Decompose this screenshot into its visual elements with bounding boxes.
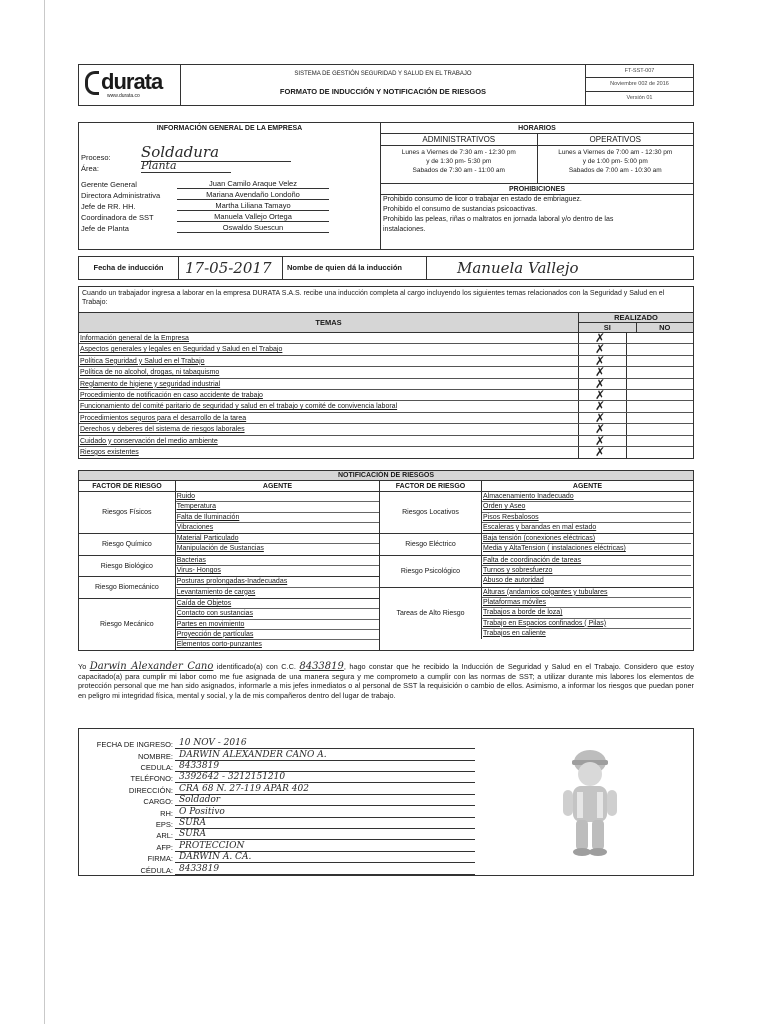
topic-label: Riesgos existentes [79,447,579,458]
induction-date-value: 17-05-2017 [179,257,283,279]
topic-no-cell[interactable] [627,413,693,423]
risk-group [79,556,379,578]
personal-value[interactable]: DARWIN A. CA. [175,852,475,863]
risk-agent: Plataformas móviles [482,598,691,608]
topic-no-cell[interactable] [627,367,693,377]
risk-group [79,534,379,556]
factor-header-left: FACTOR DE RIESGO [79,481,176,491]
staff-label: Gerente General [81,180,137,189]
risk-agent: Pisos Resbalosos [482,513,691,523]
topic-no-cell[interactable] [627,447,693,458]
topics-header: TEMAS [79,313,579,332]
risk-group [380,534,693,556]
personal-value[interactable]: DARWIN ALEXANDER CANO A. [175,750,475,761]
proceso-value: Soldadura [141,143,291,162]
proceso-label: Proceso: [81,153,111,162]
topic-no-cell[interactable] [627,333,693,343]
risk-group [380,556,693,588]
risk-group [79,577,379,599]
personal-row [79,863,475,874]
agent-header-left: AGENTE [176,481,380,491]
schedule-oper-label: OPERATIVOS [589,135,641,144]
declaration-text: , hago constar que he recibido la Inducción de Seguridad y Salud en el Trabajo. Considero que estoy capacitado(a) para cumplir mi labor como me fue asignada de una manera segura y me comprometo a cumplir con las normas de SST; a utilizar durante mis labores los elementos de protección personal que me han sido asignados, informarle a mis jefes inmediatos o al personal de SST la requisición o cambio de ellos. Asimismo, a informar los riesgos que puedan poner en peligro mi integridad física, mental y social, y la de mis compañeros dentro del lugar de trabajo. [78,662,694,700]
staff-value: Martha Liliana Tamayo [177,201,329,211]
staff-row [81,201,329,211]
risk-factor: Tareas de Alto Riesgo [380,588,482,639]
risk-agent: Levantamiento de cargas [176,588,256,596]
risk-factor: Riesgo Biomecánico [79,577,176,598]
logo-text: durata [101,69,163,94]
intro-text: Cuando un trabajador ingresa a laborar en la empresa DURATA S.A.S. recibe una inducción completa al cargo incluyendo los siguientes temas relacionados con la Seguridad y Salud en el Trabajo: [78,286,694,312]
logo-url: www.durata.co [107,93,140,99]
risk-agent: Almacenamiento Inadecuado [482,492,691,502]
personal-row [79,829,475,840]
topic-label: Cuidado y conservación del medio ambiente [79,436,579,446]
induction-date-label: Fecha de inducción [79,257,179,279]
logo-bracket-icon [85,71,99,95]
personal-label: NOMBRE: [137,751,173,761]
risk-agent: Virus- Hongos [176,567,221,575]
staff-row [81,190,329,200]
check-x-icon: ✗ [595,365,606,380]
personal-value[interactable]: O Positivo [175,807,475,818]
risk-agent: Baja tensión (conexiones eléctricas) [482,534,691,544]
risk-agent: Abuso de autoridad [483,577,544,585]
risk-group [380,588,693,639]
personal-row [79,852,475,863]
risks-title: NOTIFICACIÓN DE RIESGOS [79,471,693,481]
personal-label: CARGO: [143,797,173,807]
company-info-title: INFORMACIÓN GENERAL DE LA EMPRESA [156,125,303,132]
staff-value: Juan Camilo Araque Velez [177,179,329,189]
system-title: SISTEMA DE GESTIÓN SEGURIDAD Y SALUD EN EL TRABAJO [294,71,472,77]
topic-label: Aspectos generales y legales en Seguridad y Salud en el Trabajo [79,344,579,354]
topic-no-cell[interactable] [627,401,693,411]
induction-by-label: Nombe de quien dá la inducción [283,257,427,279]
risks-table [78,470,694,651]
prohibition-item: instalaciones. [383,226,426,233]
doc-date: Noviembre 002 de 2016 [586,78,693,91]
declaration [78,662,694,700]
risk-agent: Contacto con sustancias [176,609,379,619]
personal-label: FECHA DE INGRESO: [96,740,173,750]
personal-value[interactable]: 8433819 [175,761,475,772]
personal-row [79,795,475,806]
check-x-icon: ✗ [595,331,606,345]
risk-agent: Escaleras y barandas en mal estado [483,523,597,531]
risk-factor: Riesgos Locativos [380,492,482,533]
personal-value[interactable]: 10 NOV - 2016 [175,738,475,749]
personal-row [79,841,475,852]
personal-row [79,738,475,749]
risk-agent: Material Particulado [176,534,379,544]
staff-label: Directora Administrativa [81,191,161,200]
risk-agent: Trabajos en caliente [483,629,546,637]
topic-no-cell[interactable] [627,356,693,366]
topics-table [78,312,694,459]
prohibition-item: Prohibido consumo de licor o trabajar en estado de embriaguez. [383,196,582,203]
risk-factor: Riesgo Mecánico [79,599,176,650]
risk-group [380,492,693,534]
personal-label: CEDULA: [140,763,173,773]
risk-agent: Orden y Aseo [482,502,691,512]
personal-row [79,761,475,772]
declaration-id-value: 8433819 [299,661,344,672]
topic-yes-cell[interactable] [579,444,627,459]
check-x-icon: ✗ [595,433,606,448]
personal-label: RH: [160,808,173,818]
risk-agent: Ruido [176,492,379,502]
risk-agent: Turnos y sobresfuerzo [482,566,691,576]
topic-label: Reglamento de higiene y seguridad industrial [79,379,579,389]
personal-value[interactable]: 3392642 - 3212151210 [175,772,475,783]
topic-label: Política Seguridad y Salud en el Trabajo [79,356,579,366]
schedule-title: HORARIOS [381,123,693,134]
declaration-yo: Yo [78,662,87,671]
check-x-icon: ✗ [595,410,606,425]
risk-agent: Partes en movimiento [176,620,379,630]
schedule-admin-label: ADMINISTRATIVOS [381,134,538,145]
declaration-id-label: identificado(a) con C.C. [216,662,296,671]
induction-by-value: Manuela Vallejo [457,259,579,277]
risk-group [79,492,379,534]
form-title: FORMATO DE INDUCCIÓN Y NOTIFICACIÓN DE RIESGOS [279,87,487,96]
topic-no-cell[interactable] [627,379,693,389]
check-x-icon: ✗ [595,376,606,391]
risk-agent: Proyección de partículas [176,630,379,640]
personal-value[interactable]: 8433819 [175,864,475,875]
topic-label: Funcionamiento del comité paritario de seguridad y salud en el trabajo y comité de convivencia laboral [79,401,579,411]
risk-factor: Riesgos Físicos [79,492,176,533]
topic-label: Procedimiento de notificación en caso accidente de trabajo [79,390,579,400]
check-x-icon: ✗ [595,422,606,437]
prohibition-item: Prohibido el consumo de sustancias psicoactivas. [383,206,538,213]
area-value: Planta [141,159,231,173]
topic-label: Procedimientos seguros para el desarrollo de la tarea [79,413,579,423]
topic-no-cell[interactable] [627,344,693,354]
general-info-section [78,122,694,250]
agent-header-right: AGENTE [572,483,603,490]
check-x-icon: ✗ [595,353,606,368]
check-x-icon: ✗ [595,387,606,402]
risk-agent: Trabajos a borde de loza) [482,608,691,618]
personal-label: FIRMA: [147,854,173,864]
staff-value: Oswaldo Suescun [177,223,329,233]
prohibitions-title: PROHIBICIONES [381,184,693,195]
risk-agent: Alturas (andamios colgantes y tubulares [482,588,691,598]
topic-label: Información general de la Empresa [79,333,579,343]
personal-value[interactable]: Soldador [175,795,475,806]
factor-header-right: FACTOR DE RIESGO [380,481,482,491]
staff-value: Mariana Avendaño Londoño [177,190,329,200]
topic-label: Derechos y deberes del sistema de riesgos laborales [79,424,579,434]
risk-agent: Manipulación de Sustancias [176,545,264,553]
personal-label: TELÉFONO: [130,774,173,784]
personal-label: DIRECCIÓN: [128,785,173,795]
company-logo [79,65,181,105]
risk-agent: Posturas prolongadas-Inadecuadas [176,577,379,587]
personal-row [79,749,475,760]
personal-row [79,784,475,795]
document-codes [585,65,693,105]
personal-value[interactable]: PROTECCIÓN [175,841,475,852]
risk-agent: Vibraciones [176,523,214,531]
scan-gutter-line [44,0,45,1024]
declaration-name: Darwin Alexander Cano [89,661,214,672]
staff-label: Jefe de RR. HH. [81,202,136,211]
check-x-icon: ✗ [595,444,606,459]
risk-agent: Bacterias [176,556,379,566]
risk-agent: Trabajo en Espacios confinados ( Pilas) [482,619,691,629]
personal-label: ARL: [156,831,173,841]
check-x-icon: ✗ [595,399,606,414]
personal-value[interactable]: SURA [175,829,475,840]
topic-label: Política de no alcohol, drogas, ni tabaquismo [79,367,579,377]
staff-value: Manuela Vallejo Ortega [177,212,329,222]
topic-no-cell[interactable] [627,424,693,434]
no-header: NO [659,323,671,332]
topic-row [79,444,693,459]
area-label: Área: [81,164,99,173]
prohibition-item: Prohibido las peleas, riñas o maltratos en jornada laboral y/o dentro de las [383,216,614,223]
yes-header: SI [579,323,637,332]
staff-row [81,212,329,222]
personal-row [79,818,475,829]
risk-group [79,599,379,650]
personal-row [79,772,475,783]
done-header: REALIZADO [579,313,693,323]
personal-label: CÉDULA: [140,865,173,875]
risk-agent: Caída de Objetos [176,599,379,609]
form-header [78,64,694,106]
personal-label: EPS: [155,820,173,830]
induction-row [78,256,694,280]
personal-value[interactable]: CRA 68 N. 27-119 APAR 402 [175,784,475,795]
doc-code: FT-SST-007 [586,65,693,78]
risk-agent: Falta de Iluminación [176,513,379,523]
staff-label: Coordinadora de SST [81,213,154,222]
staff-row [81,179,329,189]
worker-figure-icon [555,742,625,862]
risk-factor: Riesgo Psicológico [380,556,482,587]
doc-version: Versión 01 [626,94,653,101]
personal-value[interactable]: SURA [175,818,475,829]
topic-no-cell[interactable] [627,390,693,400]
schedule-oper-hours: Lunes a Viernes de 7:00 am - 12:30 pm y de 1:00 pm- 5:00 pm Sabados de 7:00 am - 10:30 am [558,149,673,174]
risk-agent: Elementos corto-punzantes [176,641,262,649]
risk-factor: Riesgo Químico [79,534,176,555]
check-x-icon: ✗ [595,342,606,357]
risk-factor: Riesgo Eléctrico [380,534,482,555]
risk-agent: Temperatura [176,502,379,512]
risk-factor: Riesgo Biológico [79,556,176,577]
personal-row [79,806,475,817]
risk-agent: Media y AltaTension ( instalaciones eléctricas) [483,545,626,553]
personal-label: AFP: [156,842,173,852]
topic-no-cell[interactable] [627,436,693,446]
staff-row [81,223,329,233]
schedule-admin-hours: Lunes a Viernes de 7:30 am - 12:30 pm y de 1:30 pm- 5:30 pm Sabados de 7:30 am - 11:00 am [381,146,538,183]
staff-label: Jefe de Planta [81,224,129,233]
risk-agent: Falta de coordinación de tareas [482,556,691,566]
